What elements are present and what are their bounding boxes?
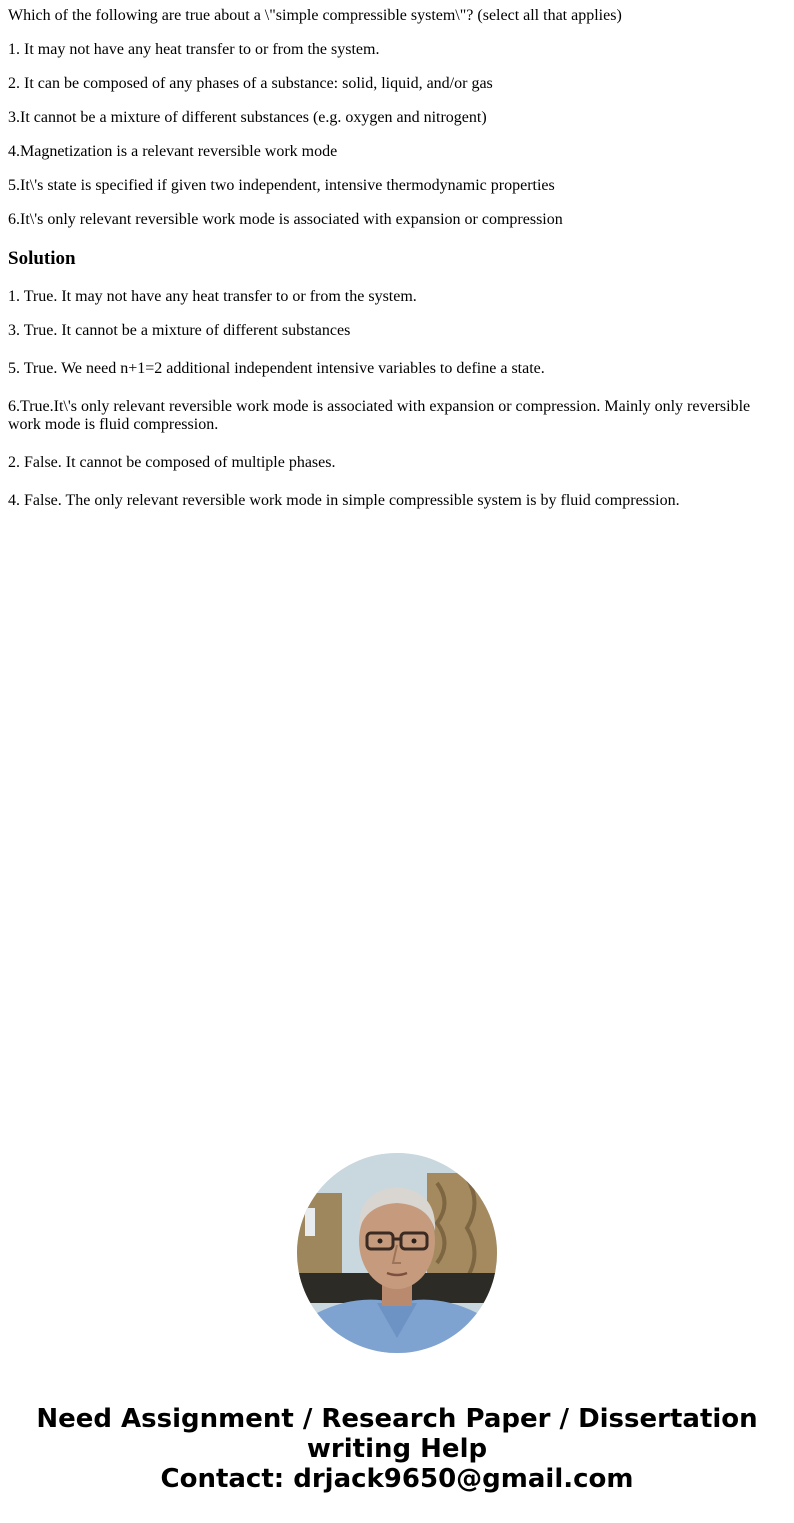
solution-answer-5: 5. True. We need n+1=2 additional independent intensive variables to define a state. xyxy=(8,360,545,377)
solution-answer-3: 3. True. It cannot be a mixture of different substances xyxy=(8,322,351,339)
solution-answer-6: 6.True.It\'s only relevant reversible work mode is associated with expansion or compression. Mainly only reversible work mode is fluid compression. xyxy=(8,398,751,433)
person-photo-icon xyxy=(297,1153,497,1353)
question-option-3: 3.It cannot be a mixture of different substances (e.g. oxygen and nitrogent) xyxy=(8,109,487,126)
solution-heading: Solution xyxy=(8,248,76,269)
promo-contact: Contact: drjack9650@gmail.com xyxy=(160,1464,634,1494)
promo-line-2: writing Help xyxy=(306,1434,488,1464)
solution-answer-1: 1. True. It may not have any heat transfer to or from the system. xyxy=(8,288,417,305)
question-option-1: 1. It may not have any heat transfer to or from the system. xyxy=(8,41,380,58)
question-prompt: Which of the following are true about a \"simple compressible system\"? (select all that applies) xyxy=(8,7,622,24)
question-option-4: 4.Magnetization is a relevant reversible work mode xyxy=(8,143,338,160)
solution-answer-4: 4. False. The only relevant reversible work mode in simple compressible system is by fluid compression. xyxy=(8,492,680,509)
solution-answer-2: 2. False. It cannot be composed of multiple phases. xyxy=(8,454,336,471)
question-option-6: 6.It\'s only relevant reversible work mode is associated with expansion or compression xyxy=(8,211,563,228)
question-option-5: 5.It\'s state is specified if given two independent, intensive thermodynamic properties xyxy=(8,177,555,194)
question-option-2: 2. It can be composed of any phases of a substance: solid, liquid, and/or gas xyxy=(8,75,493,92)
promo-line-1: Need Assignment / Research Paper / Dissertation xyxy=(36,1404,758,1434)
avatar xyxy=(297,1153,497,1353)
